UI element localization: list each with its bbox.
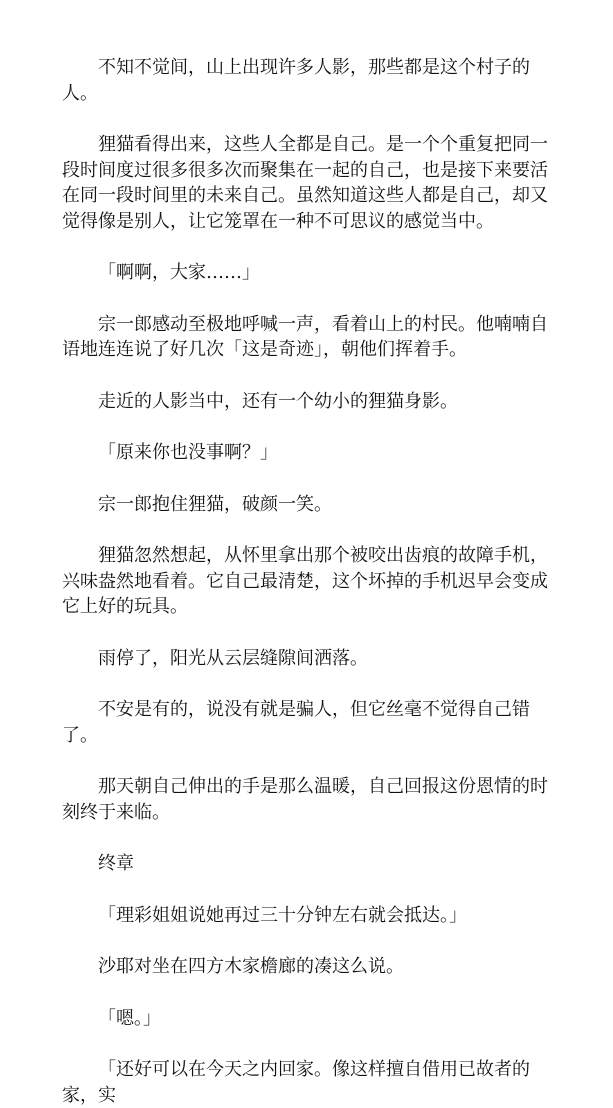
paragraph: 「理彩姐姐说她再过三十分钟左右就会抵达。」 [98, 904, 467, 926]
paragraph: 宗一郎感动至极地呼喊一声，看着山上的村民。他喃喃自语地连连说了好几次「这是奇迹」，朝他们挥着手。 [62, 313, 548, 360]
paragraph: 那天朝自己伸出的手是那么温暖，自己回报这份恩情的时刻终于来临。 [62, 776, 548, 823]
paragraph: 沙耶对坐在四方木家檐廊的凑这么说。 [98, 956, 404, 977]
paragraph: 「还好可以在今天之内回家。像这样擅自借用已故者的家，实 [62, 1059, 530, 1106]
paragraph: 狸猫忽然想起，从怀里拿出那个被咬出齿痕的故障手机，兴味盎然地看着。它自己最清楚，这个坏掉的手机迟早会变成它上好的玩具。 [62, 545, 548, 617]
paragraph: 雨停了，阳光从云层缝隙间洒落。 [98, 647, 368, 669]
paragraph: 「原来你也没事啊？」 [98, 442, 278, 463]
paragraph: 狸猫看得出来，这些人全都是自己。是一个个重复把同一段时间度过很多很多次而聚集在一起的自己，也是接下来要活在同一段时间里的未来自己。虽然知道这些人都是自己，却又觉得像是别人，让它笼罩在一种不可思议的感觉当中。 [62, 134, 548, 232]
paragraph: 宗一郎抱住狸猫，破颜一笑。 [98, 493, 332, 515]
paragraph: 不安是有的，说没有就是骗人，但它丝毫不觉得自己错了。 [62, 699, 530, 746]
paragraph: 不知不觉间，山上出现许多人影，那些都是这个村子的人。 [62, 57, 530, 104]
paragraph: 「嗯。」 [98, 1007, 161, 1029]
paragraph: 走近的人影当中，还有一个幼小的狸猫身影。 [98, 390, 458, 412]
chapter-heading: 终章 [98, 853, 134, 874]
paragraph: 「啊啊，大家……」 [98, 262, 260, 283]
